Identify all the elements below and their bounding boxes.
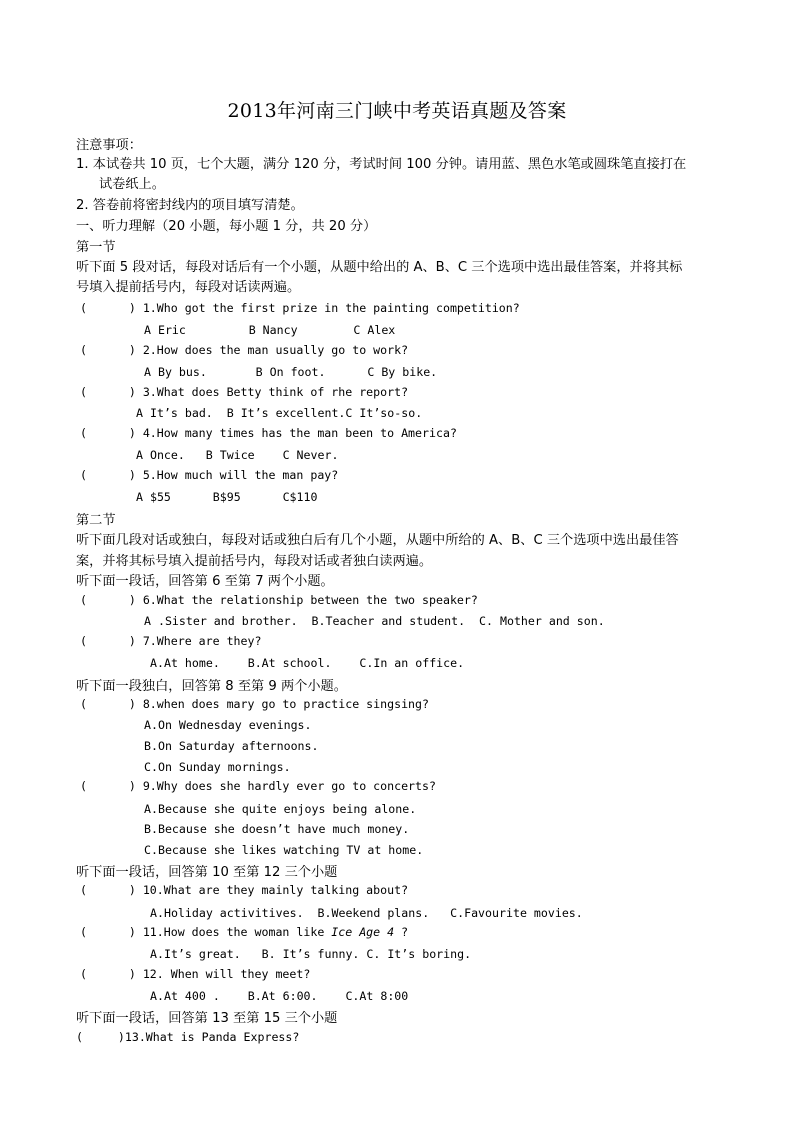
page-title: 2013年河南三门峡中考英语真题及答案	[227, 100, 567, 122]
part2-instructions: 听下面几段对话或独白，每段对话或独白后有几个小题，从题中所给的 A、B、C 三个选项中选出最佳答	[76, 533, 679, 548]
question-11	[80, 925, 408, 939]
question-11-end: ?	[394, 925, 409, 939]
section-heading: 一、听力理解（20 小题，每小题 1 分，共 20 分）	[76, 219, 377, 234]
notice-heading: 注意事项：	[76, 138, 142, 153]
question-9: ( ) 9.Why does she hardly ever go to concerts?	[80, 779, 436, 793]
question-8-option-b: B.On Saturday afternoons.	[144, 739, 319, 753]
question-3-options: A It’s bad. B It’s excellent.C It’so-so.	[136, 406, 423, 420]
question-2: ( ) 2.How does the man usually go to work?	[80, 343, 409, 357]
question-10: ( ) 10.What are they mainly talking about?	[80, 883, 409, 897]
part1-heading: 第一节	[76, 240, 116, 255]
question-8: ( ) 8.when does mary go to practice singsing?	[80, 697, 430, 711]
question-10-options: A.Holiday activitives. B.Weekend plans. C.Favourite movies.	[150, 906, 583, 920]
question-9-option-b: B.Because she doesn’t have much money.	[144, 822, 410, 836]
notice-item-1-cont: 试卷纸上。	[99, 177, 165, 192]
question-11-text: ( ) 11.How does the woman like	[80, 925, 332, 939]
group-1-intro: 听下面一段话，回答第 6 至第 7 两个小题。	[76, 574, 334, 589]
question-12-options: A.At 400 . B.At 6:00. C.At 8:00	[150, 989, 409, 1003]
question-7: ( ) 7.Where are they?	[80, 634, 262, 648]
part1-instructions: 听下面 5 段对话，每段对话后有一个小题，从题中给出的 A、B、C 三个选项中选出最佳答案，并将其标	[76, 260, 683, 275]
notice-item-2: 2. 答卷前将密封线内的项目填写清楚。	[76, 198, 304, 213]
question-5-options: A $55 B$95 C$110	[136, 490, 318, 504]
question-1: ( ) 1.Who got the first prize in the painting competition?	[80, 301, 520, 315]
group-3-intro: 听下面一段话，回答第 10 至第 12 三个小题	[76, 865, 338, 880]
question-11-options: A.It’s great. B. It’s funny. C. It’s boring.	[150, 947, 472, 961]
question-8-option-a: A.On Wednesday evenings.	[144, 718, 312, 732]
question-2-options: A By bus. B On foot. C By bike.	[144, 365, 438, 379]
question-3: ( ) 3.What does Betty think of rhe report?	[80, 385, 409, 399]
question-5: ( ) 5.How much will the man pay?	[80, 468, 339, 482]
part2-instructions-cont: 案，并将其标号填入提前括号内，每段对话或者独白读两遍。	[76, 554, 433, 569]
question-9-option-a: A.Because she quite enjoys being alone.	[144, 802, 417, 816]
question-8-option-c: C.On Sunday mornings.	[144, 760, 291, 774]
group-4-intro: 听下面一段话，回答第 13 至第 15 三个小题	[76, 1011, 338, 1026]
question-1-options: A Eric B Nancy C Alex	[144, 323, 396, 337]
question-12: ( ) 12. When will they meet?	[80, 967, 311, 981]
movie-title: Ice Age 4	[331, 925, 395, 939]
question-6: ( ) 6.What the relationship between the two speaker?	[80, 593, 478, 607]
question-6-options: A .Sister and brother. B.Teacher and student. C. Mother and son.	[144, 614, 605, 628]
part2-heading: 第二节	[76, 513, 116, 528]
question-9-option-c: C.Because she likes watching TV at home.	[144, 843, 424, 857]
question-4: ( ) 4.How many times has the man been to America?	[80, 426, 457, 440]
group-2-intro: 听下面一段独白，回答第 8 至第 9 两个小题。	[76, 679, 347, 694]
question-7-options: A.At home. B.At school. C.In an office.	[150, 656, 465, 670]
question-4-options: A Once. B Twice C Never.	[136, 448, 339, 462]
notice-item-1: 1. 本试卷共 10 页，七个大题，满分 120 分，考试时间 100 分钟。请用蓝、黑色水笔或圆珠笔直接打在	[76, 157, 687, 172]
part1-instructions-cont: 号填入提前括号内，每段对话读两遍。	[76, 280, 301, 295]
question-13: ( )13.What is Panda Express?	[76, 1030, 300, 1044]
